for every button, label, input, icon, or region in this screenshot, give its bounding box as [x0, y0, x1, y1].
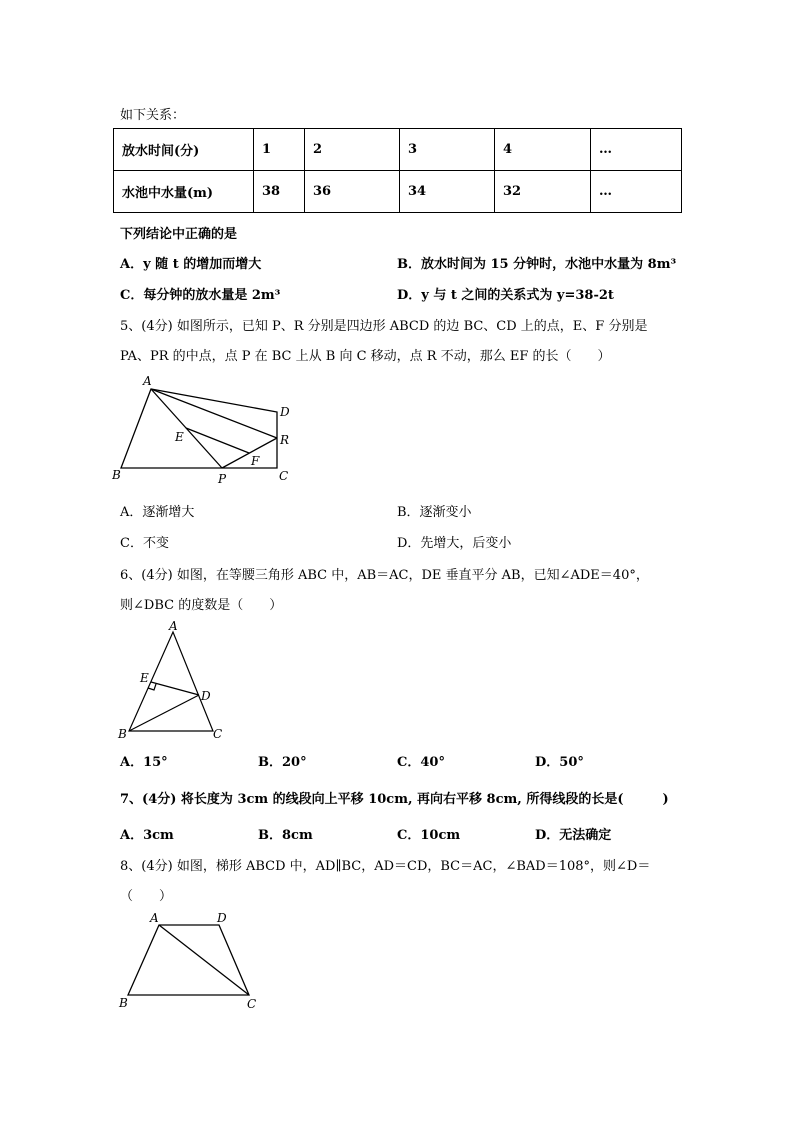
q4-option-a: A．y 随 t 的增加而增大: [120, 257, 262, 272]
q7-option-b: B．8cm: [258, 828, 313, 843]
q6-option-c: C．40°: [397, 755, 445, 770]
q4-option-c: C．每分钟的放水量是 2m³: [120, 288, 281, 303]
q4-option-b: B．放水时间为 15 分钟时，水池中水量为 8m³: [397, 257, 677, 272]
table-cell: 3: [400, 129, 495, 171]
label-p: P: [218, 472, 227, 484]
q7-stem: 7、(4分) 将长度为 3cm 的线段向上平移 10cm, 再向右平移 8cm, 所得线段的长是( ): [120, 792, 669, 807]
q5-option-b: B．逐渐变小: [397, 505, 472, 520]
label-e: E: [175, 430, 184, 444]
q5-option-c: C．不变: [120, 536, 169, 551]
label-d: D: [280, 405, 290, 419]
q5-option-a: A．逐渐增大: [120, 505, 195, 520]
table-row: [114, 171, 682, 213]
intro-text: 如下关系：: [120, 108, 186, 123]
q6-stem-line2: 则∠DBC 的度数是（ ）: [120, 598, 283, 613]
segment-bd: [129, 695, 199, 731]
q5-figure: [112, 372, 302, 484]
trapezoid-abcd: [128, 925, 249, 995]
q7-option-d: D．无法确定: [535, 828, 612, 843]
label-a: A: [143, 374, 152, 388]
label-c: C: [213, 727, 223, 741]
label-d: D: [217, 911, 227, 925]
table-cell: 2: [305, 129, 400, 171]
q6-stem-line1: 6、(4分) 如图，在等腰三角形 ABC 中，AB＝AC，DE 垂直平分 AB，已知∠ADE＝40°，: [120, 568, 649, 583]
label-b: B: [119, 996, 128, 1010]
label-c: C: [247, 997, 257, 1011]
label-r: R: [280, 433, 290, 447]
label-a: A: [169, 620, 178, 633]
q8-stem-line1: 8、(4分) 如图，梯形 ABCD 中，AD∥BC，AD＝CD，BC＝AC，∠BAD＝108°，则∠D＝: [120, 859, 651, 874]
label-f: F: [251, 454, 260, 468]
table-cell: …: [591, 171, 682, 213]
q6-option-d: D．50°: [535, 755, 584, 770]
q7-option-c: C．10cm: [397, 828, 461, 843]
segment-ar: [151, 389, 277, 438]
q5-stem-line2: PA、PR 的中点，点 P 在 BC 上从 B 向 C 移动，点 R 不动，那么 EF 的长（ ）: [120, 349, 611, 364]
label-d: D: [201, 689, 211, 703]
segment-de: [151, 682, 199, 695]
q8-stem-line2: （ ）: [120, 889, 173, 904]
label-a: A: [150, 911, 159, 925]
q6-option-a: A．15°: [120, 755, 168, 770]
table-cell: 1: [254, 129, 305, 171]
diagonal-ac: [159, 925, 249, 995]
table-cell: 32: [495, 171, 591, 213]
q5-stem-line1: 5、(4分) 如图所示，已知 P、R 分别是四边形 ABCD 的边 BC、CD 上的点，E、F 分别是: [120, 319, 648, 334]
data-table: [113, 128, 682, 213]
label-e: E: [140, 671, 149, 685]
label-b: B: [112, 468, 121, 482]
q4-stem: 下列结论中正确的是: [120, 227, 238, 242]
q5-option-d: D．先增大，后变小: [397, 536, 512, 551]
table-cell: 38: [254, 171, 305, 213]
table-cell: 4: [495, 129, 591, 171]
q6-figure: [115, 620, 230, 742]
table-row: [114, 129, 682, 171]
q8-figure: [115, 908, 265, 1014]
table-cell: 放水时间(分): [114, 129, 254, 171]
table-cell: …: [591, 129, 682, 171]
label-c: C: [279, 469, 289, 483]
table-cell: 34: [400, 171, 495, 213]
q6-option-b: B．20°: [258, 755, 307, 770]
label-b: B: [118, 727, 127, 741]
table-cell: 水池中水量(m): [114, 171, 254, 213]
q7-option-a: A．3cm: [120, 828, 174, 843]
segment-pr: [222, 438, 277, 468]
segment-ef: [186, 428, 249, 453]
table-cell: 36: [305, 171, 400, 213]
q4-option-d: D．y 与 t 之间的关系式为 y=38-2t: [397, 288, 614, 303]
